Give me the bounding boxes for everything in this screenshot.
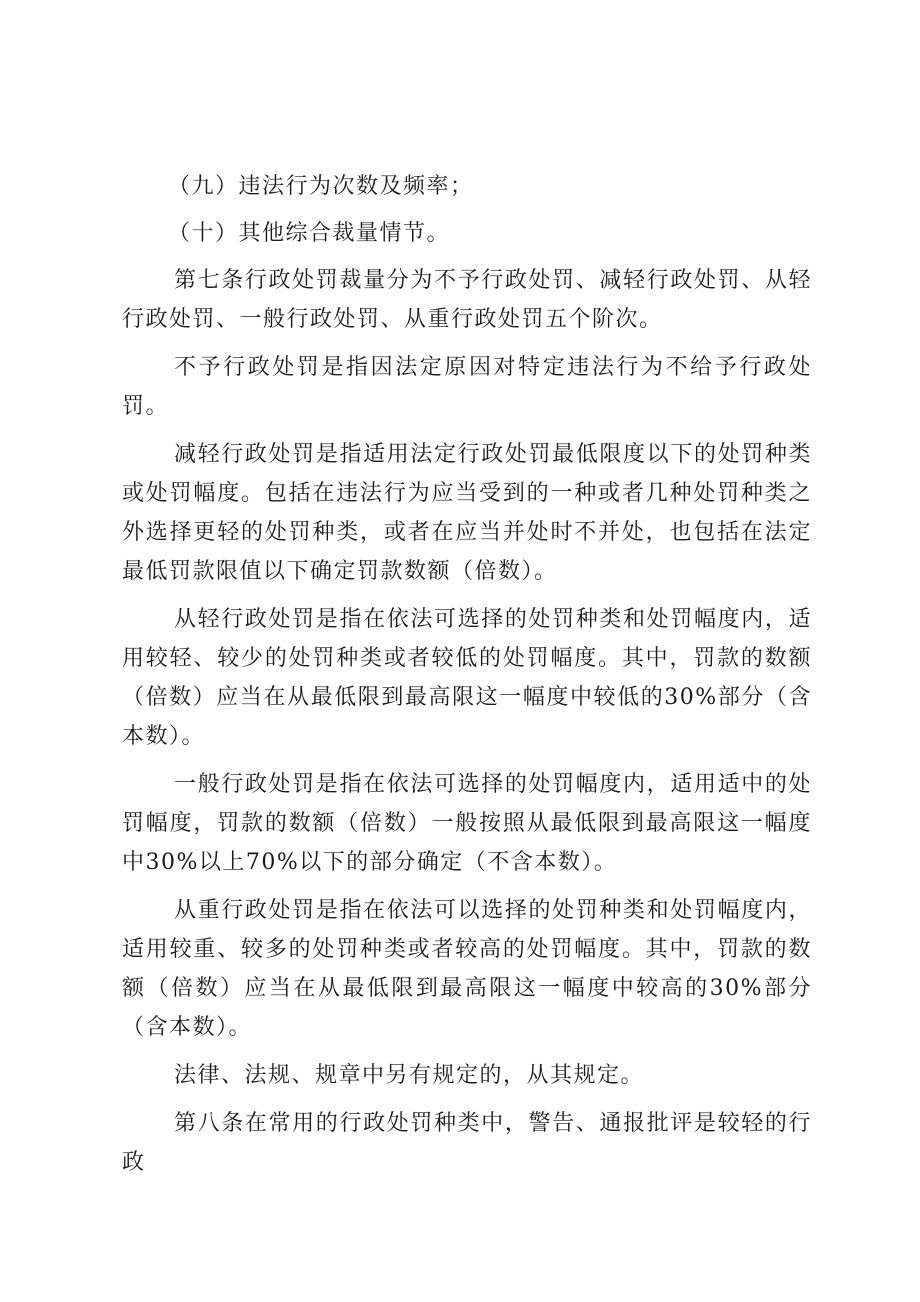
mitigated-penalty-paragraph: 减轻行政处罚是指适用法定行政处罚最低限度以下的处罚种类或处罚幅度。包括在违法行为应当受到的一种或者几种处罚种类之外选择更轻的处罚种类，或者在应当并处时不并处，也包括在法定最低罚款限值以下确定罚款数额（倍数）。 <box>122 442 812 584</box>
list-item-ten: （十）其他综合裁量情节。 <box>168 221 451 246</box>
article-eight-paragraph: 第八条在常用的行政处罚种类中，警告、通报批评是较轻的行政 <box>122 1111 812 1175</box>
heavier-penalty-paragraph: 从重行政处罚是指在依法可以选择的处罚种类和处罚幅度内，适用较重、较多的处罚种类或者较高的处罚幅度。其中，罚款的数额（倍数）应当在从最低限到最高限这一幅度中较高的30%部分（含本数）。 <box>122 898 812 1040</box>
no-penalty-paragraph: 不予行政处罚是指因法定原因对特定违法行为不给予行政处罚。 <box>122 355 812 419</box>
article-seven-paragraph: 第七条行政处罚裁量分为不予行政处罚、减轻行政处罚、从轻行政处罚、一般行政处罚、从重行政处罚五个阶次。 <box>122 268 812 332</box>
other-provisions-paragraph: 法律、法规、规章中另有规定的，从其规定。 <box>174 1063 645 1088</box>
lighter-penalty-paragraph: 从轻行政处罚是指在依法可选择的处罚种类和处罚幅度内，适用较轻、较少的处罚种类或者较低的处罚幅度。其中，罚款的数额（倍数）应当在从最低限到最高限这一幅度中较低的30%部分（含本数）。 <box>122 607 812 749</box>
document-body <box>122 167 812 1191</box>
general-penalty-paragraph: 一般行政处罚是指在依法可选择的处罚幅度内，适用适中的处罚幅度，罚款的数额（倍数）一般按照从最低限到最高限这一幅度中30%以上70%以下的部分确定（不含本数）。 <box>122 772 812 875</box>
list-item-nine: （九）违法行为次数及频率； <box>168 174 474 199</box>
